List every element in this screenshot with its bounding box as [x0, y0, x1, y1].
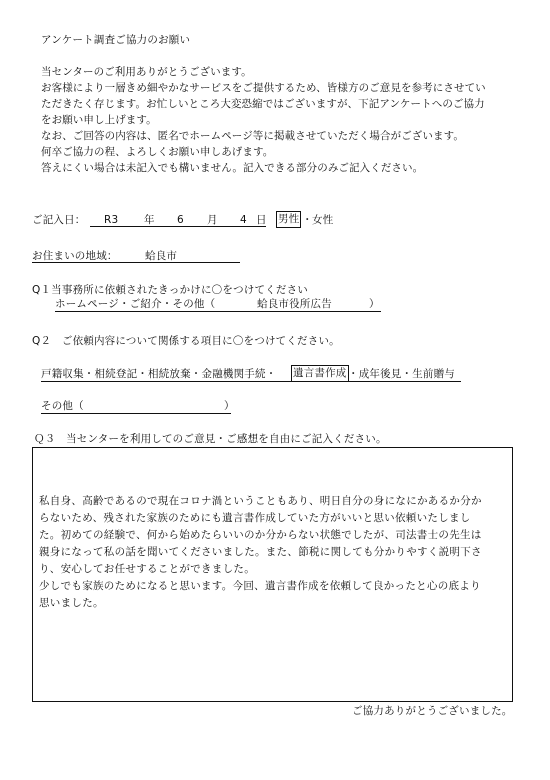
residence-label: お住まいの地域：: [32, 250, 118, 262]
q2-options-after: ・成年後見・生前贈与: [348, 368, 455, 380]
date-era: R3: [104, 214, 119, 226]
intro-line: 答えにくい場合は未記入でも構いません。記入できる部分のみご記入ください。: [41, 162, 424, 174]
date-day: 4: [240, 214, 247, 226]
q2-question: Q２ ご依頼内容について関係する項目に〇をつけてください。: [32, 335, 340, 347]
q3-answer-line: た。初めての経験で、何から始めたらいいのか分からない状態でしたが、司法書士の先生は: [39, 529, 482, 541]
q1-close-paren: ）: [369, 298, 380, 310]
gender-selected: 男性: [276, 211, 301, 228]
intro-line: お客様により一層きめ細やかなサービスをご提供するため、皆様方のご意見を参考にさせてい: [41, 82, 486, 94]
q1-underline: [55, 311, 381, 312]
gender-other: 女性: [312, 214, 334, 226]
q2-options-underline: [41, 381, 461, 382]
q1-answer: 蛤良市役所広告: [257, 298, 332, 310]
q1-options: ホームページ・ご紹介・その他（: [55, 298, 216, 310]
q3-question: Ｑ３ 当センターを利用してのご意見・ご感想を自由にご記入ください。: [34, 433, 387, 445]
gender-separator: ・: [302, 214, 313, 226]
q2-other-label: その他（: [41, 400, 84, 412]
intro-line: なお、ご回答の内容は、匿名でホームページ等に掲載させていただく場合がございます。: [41, 130, 464, 142]
q3-answer-line: 少しでも家族のためになると思います。今回、遺言書作成を依頼して良かったと心の底より: [39, 580, 481, 592]
intro-line: 当センターのご利用ありがとうございます。: [41, 66, 252, 78]
q2-options-selected: 遺言書作成: [291, 365, 349, 382]
residence-underline: [32, 262, 240, 263]
intro-line: 何卒ご協力の程、よろしくお願い申しあげます。: [41, 146, 274, 158]
q2-other-close: ）: [224, 400, 235, 412]
q3-answer-line: 私自身、高齢であるので現在コロナ渦ということもあり、明日自分の身になにかあるか分か: [39, 495, 482, 507]
intro-line: ただきたく存じます。お忙しいところ大変恐縮ではございますが、下記アンケートへのご協力: [41, 98, 485, 110]
closing-thanks: ご協力ありがとうございました。: [352, 705, 513, 717]
residence-value: 蛤良市: [145, 250, 178, 262]
q3-answer-line: 親身になって私の話を聞いてくださいました。また、節税に関しても分かりやすく説明下さ: [39, 546, 482, 558]
q2-other-underline: [41, 413, 231, 414]
intro-line: をお願い申し上げます。: [41, 114, 157, 126]
survey-title: アンケート調査ご協力のお願い: [41, 34, 191, 46]
date-day-unit: 日: [256, 214, 267, 226]
q2-options-before: 戸籍収集・相続登記・相続放棄・金融機関手続・: [41, 368, 277, 380]
date-month: 6: [177, 214, 184, 226]
date-year-unit: 年: [144, 214, 155, 226]
date-label: ご記入日：: [32, 214, 86, 226]
q3-answer-line: 思いました。: [39, 597, 104, 609]
q3-answer-line: らないため、残された家族のためにも遺言書作成していた方がいいと思い依頼いたしまし: [39, 512, 471, 524]
q3-answer-line: り、安心してお任せすることができました。: [39, 563, 255, 575]
date-month-unit: 月: [207, 214, 218, 226]
q1-question: Q１当事務所に依頼されたきっかけに〇をつけてください: [32, 284, 308, 296]
